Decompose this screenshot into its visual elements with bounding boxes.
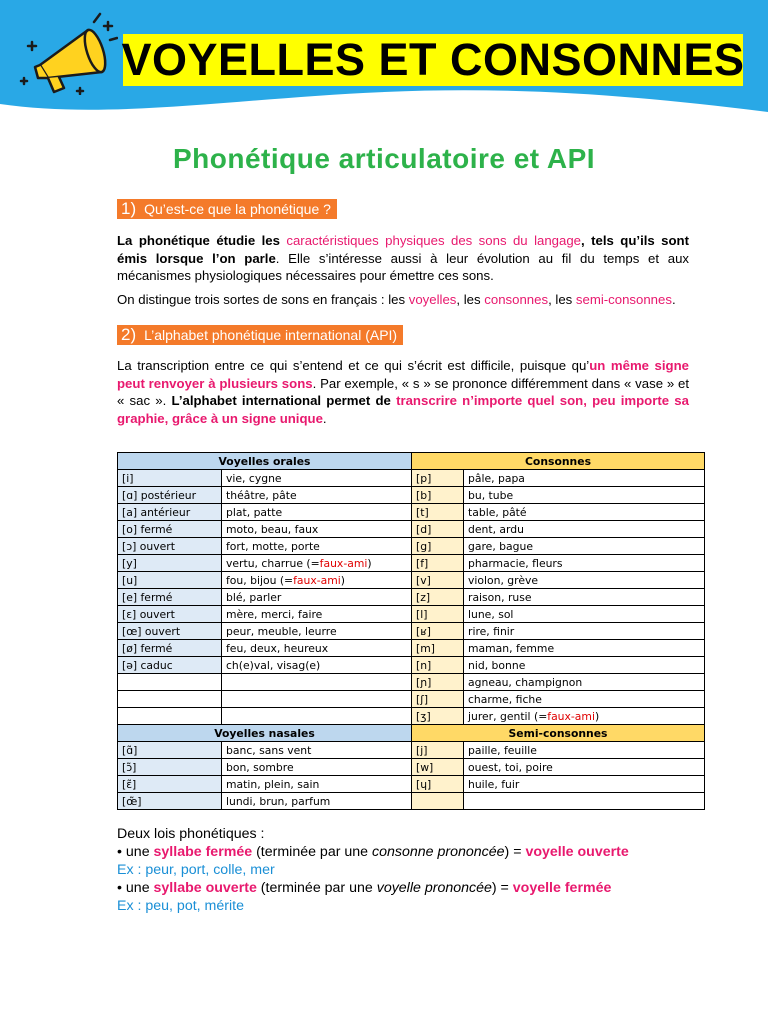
example-text: rire, finir <box>468 624 515 638</box>
example-text: théâtre, pâte <box>226 488 297 502</box>
table-row <box>118 793 705 810</box>
table-row <box>118 555 705 572</box>
example-text: feu, deux, heureux <box>226 641 329 655</box>
text-run: . <box>322 410 327 426</box>
highlight-characteristics: caractéristiques physiques des sons du langage <box>286 233 582 248</box>
consonant-symbol: [l] <box>412 606 464 623</box>
consonant-symbol: [m] <box>412 640 464 657</box>
oral-vowel-symbol: [i] <box>118 470 222 487</box>
header-consonnes: Consonnes <box>412 453 705 470</box>
example-text: agneau, champignon <box>468 675 583 689</box>
example-text: vertu, charrue (= <box>226 556 320 570</box>
section-2-paragraph <box>117 357 689 427</box>
example-text: gare, bague <box>468 539 533 553</box>
phonetic-laws <box>117 825 717 915</box>
text-run: La transcription entre ce qui s’entend et ce qui s’écrit est difficile, puisque qu’ <box>117 358 590 373</box>
highlight-syllabe-ouverte: syllabe ouverte <box>153 880 257 896</box>
semi-consonant-example <box>464 742 705 759</box>
text-run: ) = <box>504 844 526 860</box>
example-text: lune, sol <box>468 607 514 621</box>
semi-consonant-symbol: [ɥ] <box>412 776 464 793</box>
oral-vowel-symbol: [e] fermé <box>118 589 222 606</box>
oral-vowel-symbol: [ɛ] ouvert <box>118 606 222 623</box>
text-run: , les <box>456 292 485 307</box>
table-row <box>118 742 705 759</box>
consonant-example <box>464 691 705 708</box>
text-run: . <box>671 292 676 307</box>
example-text: nid, bonne <box>468 658 526 672</box>
consonant-symbol: [t] <box>412 504 464 521</box>
law-1 <box>117 843 717 861</box>
closing-paren: ) <box>340 573 346 587</box>
example-text: jurer, gentil (= <box>468 709 548 723</box>
text-run: . Par exemple, « s » se prononce différemment dans « vase » et « sac ». <box>117 375 690 408</box>
example-text: bon, sombre <box>226 760 294 774</box>
highlight-consonnes: consonnes <box>484 292 549 307</box>
oral-vowel-symbol: [œ] ouvert <box>118 623 222 640</box>
table-row <box>118 776 705 793</box>
highlight-semi-consonnes: semi-consonnes <box>575 292 672 307</box>
table-row <box>118 504 705 521</box>
faux-ami-note: faux-ami <box>547 709 595 723</box>
oral-vowel-example <box>222 487 412 504</box>
text-run: (terminée par une <box>256 880 377 896</box>
example-text: fort, motte, porte <box>226 539 320 553</box>
text-run: • une <box>117 844 154 860</box>
consonant-symbol: [v] <box>412 572 464 589</box>
law-2-example: Ex : peu, pot, mérite <box>117 898 244 914</box>
oral-vowel-example <box>222 623 412 640</box>
example-text: paille, feuille <box>468 743 537 757</box>
example-text: plat, patte <box>226 505 283 519</box>
table-row <box>118 606 705 623</box>
oral-vowel-example <box>222 521 412 538</box>
oral-vowel-symbol: [o] fermé <box>118 521 222 538</box>
consonant-example <box>464 623 705 640</box>
empty-cell <box>118 674 222 691</box>
table-row <box>118 708 705 725</box>
table-row <box>118 470 705 487</box>
header-voyelles-orales: Voyelles orales <box>118 453 412 470</box>
highlight-meme-signe: un même signe peut renvoyer à plusieurs sons <box>117 358 689 391</box>
section-2-number: 2) <box>121 325 137 344</box>
text-run: voyelle prononcée <box>376 880 492 896</box>
highlight-voyelle-fermee: voyelle fermée <box>512 880 612 896</box>
consonant-example <box>464 708 705 725</box>
consonant-symbol: [ʒ] <box>412 708 464 725</box>
header-banner <box>0 0 768 125</box>
nasal-vowel-example <box>222 759 412 776</box>
consonant-symbol: [ʁ] <box>412 623 464 640</box>
consonant-example <box>464 521 705 538</box>
example-text: maman, femme <box>468 641 555 655</box>
table-row <box>118 521 705 538</box>
section-2-heading <box>117 325 403 345</box>
api-table <box>117 452 705 810</box>
example-text: table, pâté <box>468 505 527 519</box>
semi-consonant-symbol: [j] <box>412 742 464 759</box>
text-run: , tels qu’ils sont émis lorsque l’on parle <box>117 233 690 266</box>
section-1-paragraph-2 <box>117 291 689 309</box>
empty-cell <box>222 708 412 725</box>
oral-vowel-example <box>222 470 412 487</box>
consonant-example <box>464 589 705 606</box>
consonant-symbol: [ɲ] <box>412 674 464 691</box>
consonant-example <box>464 674 705 691</box>
table-row <box>118 589 705 606</box>
oral-vowel-symbol: [ə] caduc <box>118 657 222 674</box>
section-1-label: Qu’est-ce que la phonétique ? <box>144 201 331 217</box>
page-title: VOYELLES ET CONSONNES <box>121 34 745 85</box>
oral-vowel-symbol: [y] <box>118 555 222 572</box>
example-text: huile, fuir <box>468 777 520 791</box>
section-1-number: 1) <box>121 199 137 218</box>
highlight-voyelles: voyelles <box>408 292 457 307</box>
nasal-vowel-example <box>222 793 412 810</box>
consonant-symbol: [z] <box>412 589 464 606</box>
title-box <box>123 34 743 86</box>
example-text: mère, merci, faire <box>226 607 323 621</box>
consonant-symbol: [p] <box>412 470 464 487</box>
text-run: ) = <box>491 880 513 896</box>
example-text: matin, plein, sain <box>226 777 320 791</box>
example-text: violon, grève <box>468 573 539 587</box>
semi-consonant-symbol <box>412 793 464 810</box>
example-text: raison, ruse <box>468 590 532 604</box>
oral-vowel-example <box>222 555 412 572</box>
table-header-row <box>118 453 705 470</box>
consonant-example <box>464 606 705 623</box>
highlight-syllabe-fermee: syllabe fermée <box>153 844 253 860</box>
law-1-example: Ex : peur, port, colle, mer <box>117 862 275 878</box>
consonant-example <box>464 470 705 487</box>
table-row <box>118 657 705 674</box>
faux-ami-note: faux-ami <box>319 556 368 570</box>
section-1-heading <box>117 199 337 219</box>
oral-vowel-example <box>222 538 412 555</box>
table-row <box>118 623 705 640</box>
text-run: La phonétique étudie les <box>117 233 287 248</box>
nasal-vowel-symbol: [ɑ̃] <box>118 742 222 759</box>
oral-vowel-example <box>222 606 412 623</box>
section-1-paragraph-1 <box>117 232 689 285</box>
example-text: pharmacie, fleurs <box>468 556 563 570</box>
example-text: peur, meuble, leurre <box>226 624 337 638</box>
nasal-vowel-example <box>222 776 412 793</box>
table-row <box>118 640 705 657</box>
example-text: pâle, papa <box>468 471 525 485</box>
semi-consonant-symbol: [w] <box>412 759 464 776</box>
consonant-symbol: [b] <box>412 487 464 504</box>
example-text: lundi, brun, parfum <box>226 794 331 808</box>
empty-cell <box>222 691 412 708</box>
example-text: charme, fiche <box>468 692 542 706</box>
table-row <box>118 538 705 555</box>
consonant-symbol: [d] <box>412 521 464 538</box>
table-row <box>118 572 705 589</box>
example-text: banc, sans vent <box>226 743 312 757</box>
table-header-row <box>118 725 705 742</box>
table-row <box>118 674 705 691</box>
oral-vowel-symbol: [ɑ] postérieur <box>118 487 222 504</box>
semi-consonant-example <box>464 759 705 776</box>
oral-vowel-symbol: [ɔ] ouvert <box>118 538 222 555</box>
faux-ami-note: faux-ami <box>293 573 341 587</box>
consonant-example <box>464 538 705 555</box>
table-row <box>118 759 705 776</box>
consonant-example <box>464 555 705 572</box>
nasal-vowel-symbol: [œ̃] <box>118 793 222 810</box>
api-table-body <box>118 453 705 810</box>
laws-intro: Deux lois phonétiques : <box>117 826 265 842</box>
oral-vowel-example <box>222 640 412 657</box>
law-2 <box>117 879 717 897</box>
semi-consonant-example <box>464 776 705 793</box>
table-row <box>118 691 705 708</box>
oral-vowel-symbol: [a] antérieur <box>118 504 222 521</box>
highlight-voyelle-ouverte: voyelle ouverte <box>525 844 629 860</box>
empty-cell <box>464 793 705 810</box>
table-row <box>118 487 705 504</box>
example-text: vie, cygne <box>226 471 282 485</box>
consonant-example <box>464 572 705 589</box>
header-voyelles-nasales: Voyelles nasales <box>118 725 412 742</box>
example-text: fou, bijou (= <box>226 573 294 587</box>
example-text: moto, beau, faux <box>226 522 319 536</box>
empty-cell <box>118 691 222 708</box>
closing-paren: ) <box>594 709 600 723</box>
text-run: consonne prononcée <box>372 844 505 860</box>
megaphone-icon <box>18 10 118 95</box>
example-text: bu, tube <box>468 488 514 502</box>
header-semi-consonnes: Semi-consonnes <box>412 725 705 742</box>
consonant-example <box>464 640 705 657</box>
oral-vowel-example <box>222 589 412 606</box>
highlight-transcrire: transcrire n’importe quel son, peu importe sa graphie, grâce à un signe unique <box>117 393 689 426</box>
example-text: ouest, toi, poire <box>468 760 553 774</box>
text-run: • une <box>117 880 154 896</box>
closing-paren: ) <box>367 556 372 570</box>
empty-cell <box>118 708 222 725</box>
text-run: L’alphabet international permet de <box>171 393 397 408</box>
oral-vowel-symbol: [u] <box>118 572 222 589</box>
section-2-label: L’alphabet phonétique international (API) <box>144 327 398 343</box>
nasal-vowel-example <box>222 742 412 759</box>
consonant-example <box>464 487 705 504</box>
text-run: (terminée par une <box>252 844 372 860</box>
page-subtitle: Phonétique articulatoire et API <box>172 143 596 174</box>
oral-vowel-example <box>222 572 412 589</box>
example-text: dent, ardu <box>468 522 524 536</box>
nasal-vowel-symbol: [ɛ̃] <box>118 776 222 793</box>
example-text: ch(e)val, visag(e) <box>226 658 321 672</box>
text-run: , les <box>548 292 576 307</box>
consonant-example <box>464 657 705 674</box>
consonant-example <box>464 504 705 521</box>
consonant-symbol: [g] <box>412 538 464 555</box>
text-run: On distingue trois sortes de sons en français : les <box>117 292 409 307</box>
consonant-symbol: [f] <box>412 555 464 572</box>
oral-vowel-symbol: [ø] fermé <box>118 640 222 657</box>
empty-cell <box>222 674 412 691</box>
consonant-symbol: [ʃ] <box>412 691 464 708</box>
oral-vowel-example <box>222 504 412 521</box>
oral-vowel-example <box>222 657 412 674</box>
consonant-symbol: [n] <box>412 657 464 674</box>
text-run: . Elle s’intéresse aussi à leur évolution au fil du temps et aux mécanismes physiologiques nécessaires pour émettre ces sons. <box>117 250 689 283</box>
nasal-vowel-symbol: [ɔ̃] <box>118 759 222 776</box>
example-text: blé, parler <box>226 590 282 604</box>
